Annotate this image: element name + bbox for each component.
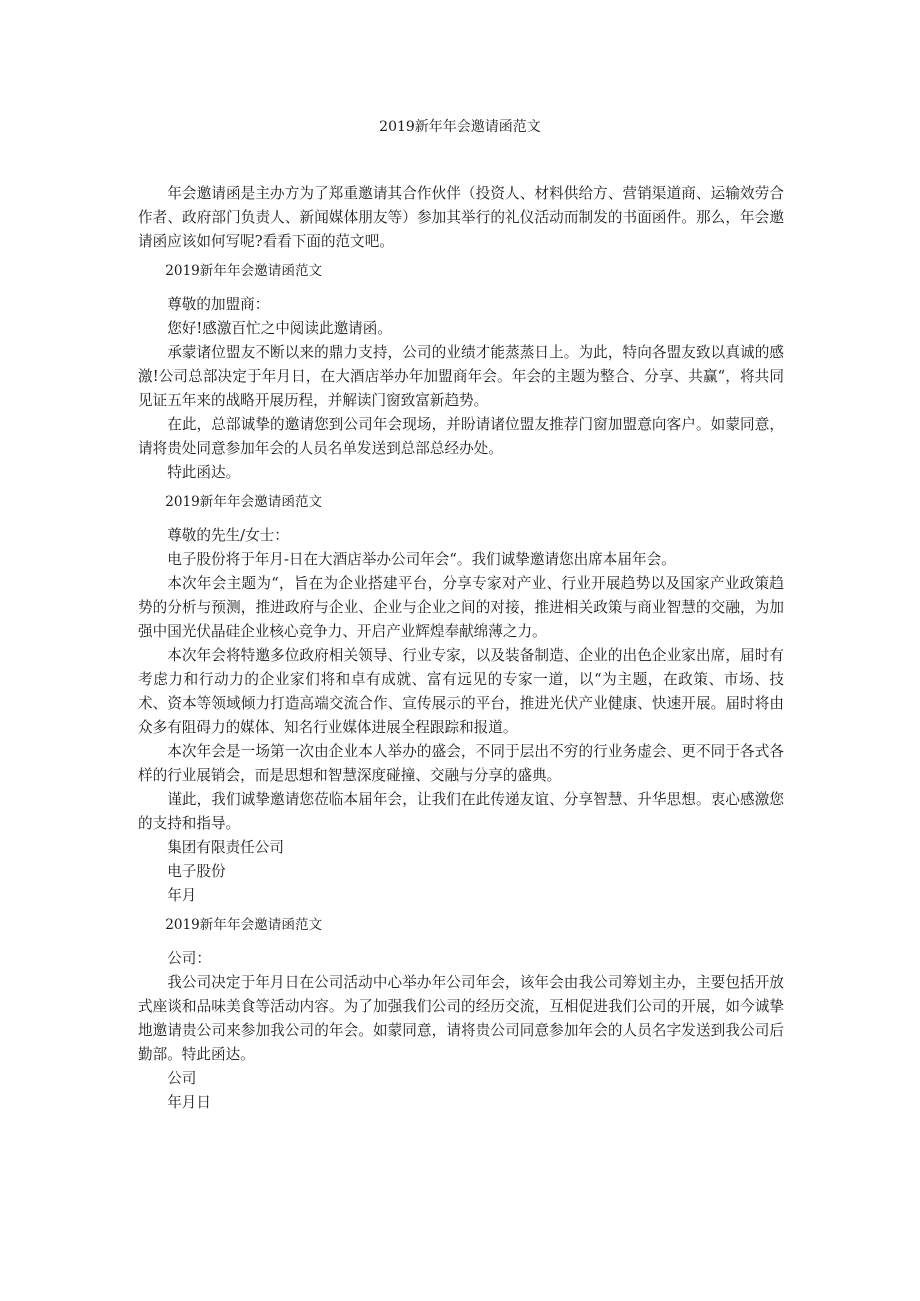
letter2-paragraph: 本次年会是一场第一次由企业本人举办的盛会，不同于层出不穷的行业务虚会、更不同于各式各样的行业展销会，而是思想和智慧深度碰撞、交融与分享的盛典。 [138, 743, 784, 784]
letter2-paragraph: 本次年会将特邀多位政府相关领导、行业专家，以及装备制造、企业的出色企业家出席，届时有考虑力和行动力的企业家们将和卓有成就、富有远见的专家一道，以“为主题，在政策、市场、技术、资本等领域倾力打造高端交流合作、宣传展示的平台，推进光伏产业健康、快速开展。届时将由众多有阻碍力的媒体、知名行业媒体进展全程跟踪和报道。 [138, 647, 784, 736]
letter3-paragraph: 我公司决定于年月日在公司活动中心举办年公司年会，该年会由我公司筹划主办，主要包括开放式座谈和品味美食等活动内容。为了加强我们公司的经历交流，互相促进我们公司的开展，如今诚挚地邀请贵公司来参加我公司的年会。如蒙同意，请将贵公司同意参加年会的人员名字发送到我公司后勤部。特此函达。 [138, 974, 784, 1063]
letter1-heading: 2019新年年会邀请函范文 [165, 263, 323, 279]
letter2-paragraph: 本次年会主题为“，旨在为企业搭建平台，分享专家对产业、行业开展趋势以及国家产业政策趋势的分析与预测，推进政府与企业、企业与企业之间的对接，推进相关政策与商业智慧的交融，为加强中国光伏晶硅企业核心竞争力、开启产业辉煌奉献绵薄之力。 [138, 575, 784, 640]
letter3-heading: 2019新年年会邀请函范文 [165, 917, 323, 933]
letter1-paragraph: 在此，总部诚挚的邀请您到公司年会现场，并盼请诸位盟友推荐门窗加盟意向客户。如蒙同意，请将贵处同意参加年会的人员名单发送到总部总经办处。 [138, 416, 784, 457]
letter2-signature: 电子股份 [167, 863, 226, 880]
letter1-closing: 特此函达。 [167, 464, 241, 481]
letter3-signature: 公司 [167, 1070, 197, 1087]
letter1-paragraph: 承蒙诸位盟友不断以来的鼎力支持，公司的业绩才能蒸蒸日上。为此，特向各盟友致以真诚的感激!公司总部决定于年月日，在大酒店举办年加盟商年会。年会的主题为整合、分享、共赢“，将共同见证五年来的战略开展历程，并解读门窗致富新趋势。 [138, 344, 784, 409]
letter2-salutation: 尊敬的先生/女士： [167, 527, 289, 544]
letter2-signature: 集团有限责任公司 [167, 839, 284, 856]
letter2-heading: 2019新年年会邀请函范文 [165, 494, 323, 510]
letter2-date: 年月 [167, 887, 197, 904]
document-title: 2019新年年会邀请函范文 [379, 119, 541, 135]
document-body [138, 182, 784, 1115]
letter1-paragraph: 您好!感激百忙之中阅读此邀请函。 [167, 320, 392, 337]
letter1-salutation: 尊敬的加盟商： [167, 296, 270, 313]
letter3-date: 年月日 [167, 1094, 211, 1111]
letter2-paragraph: 电子股份将于年月-日在大酒店举办公司年会“。我们诚挚邀请您出席本届年会。 [167, 551, 676, 568]
letter2-paragraph: 谨此，我们诚挚邀请您莅临本届年会，让我们在此传递友谊、分享智慧、升华思想。衷心感激您的支持和指导。 [138, 791, 784, 832]
intro-paragraph: 年会邀请函是主办方为了郑重邀请其合作伙伴（投资人、材料供给方、营销渠道商、运输效劳合作者、政府部门负责人、新闻媒体朋友等）参加其举行的礼仪活动而制发的书面函件。那么，年会邀请函应该如何写呢?看看下面的范文吧。 [138, 185, 784, 250]
letter3-salutation: 公司： [167, 950, 211, 967]
